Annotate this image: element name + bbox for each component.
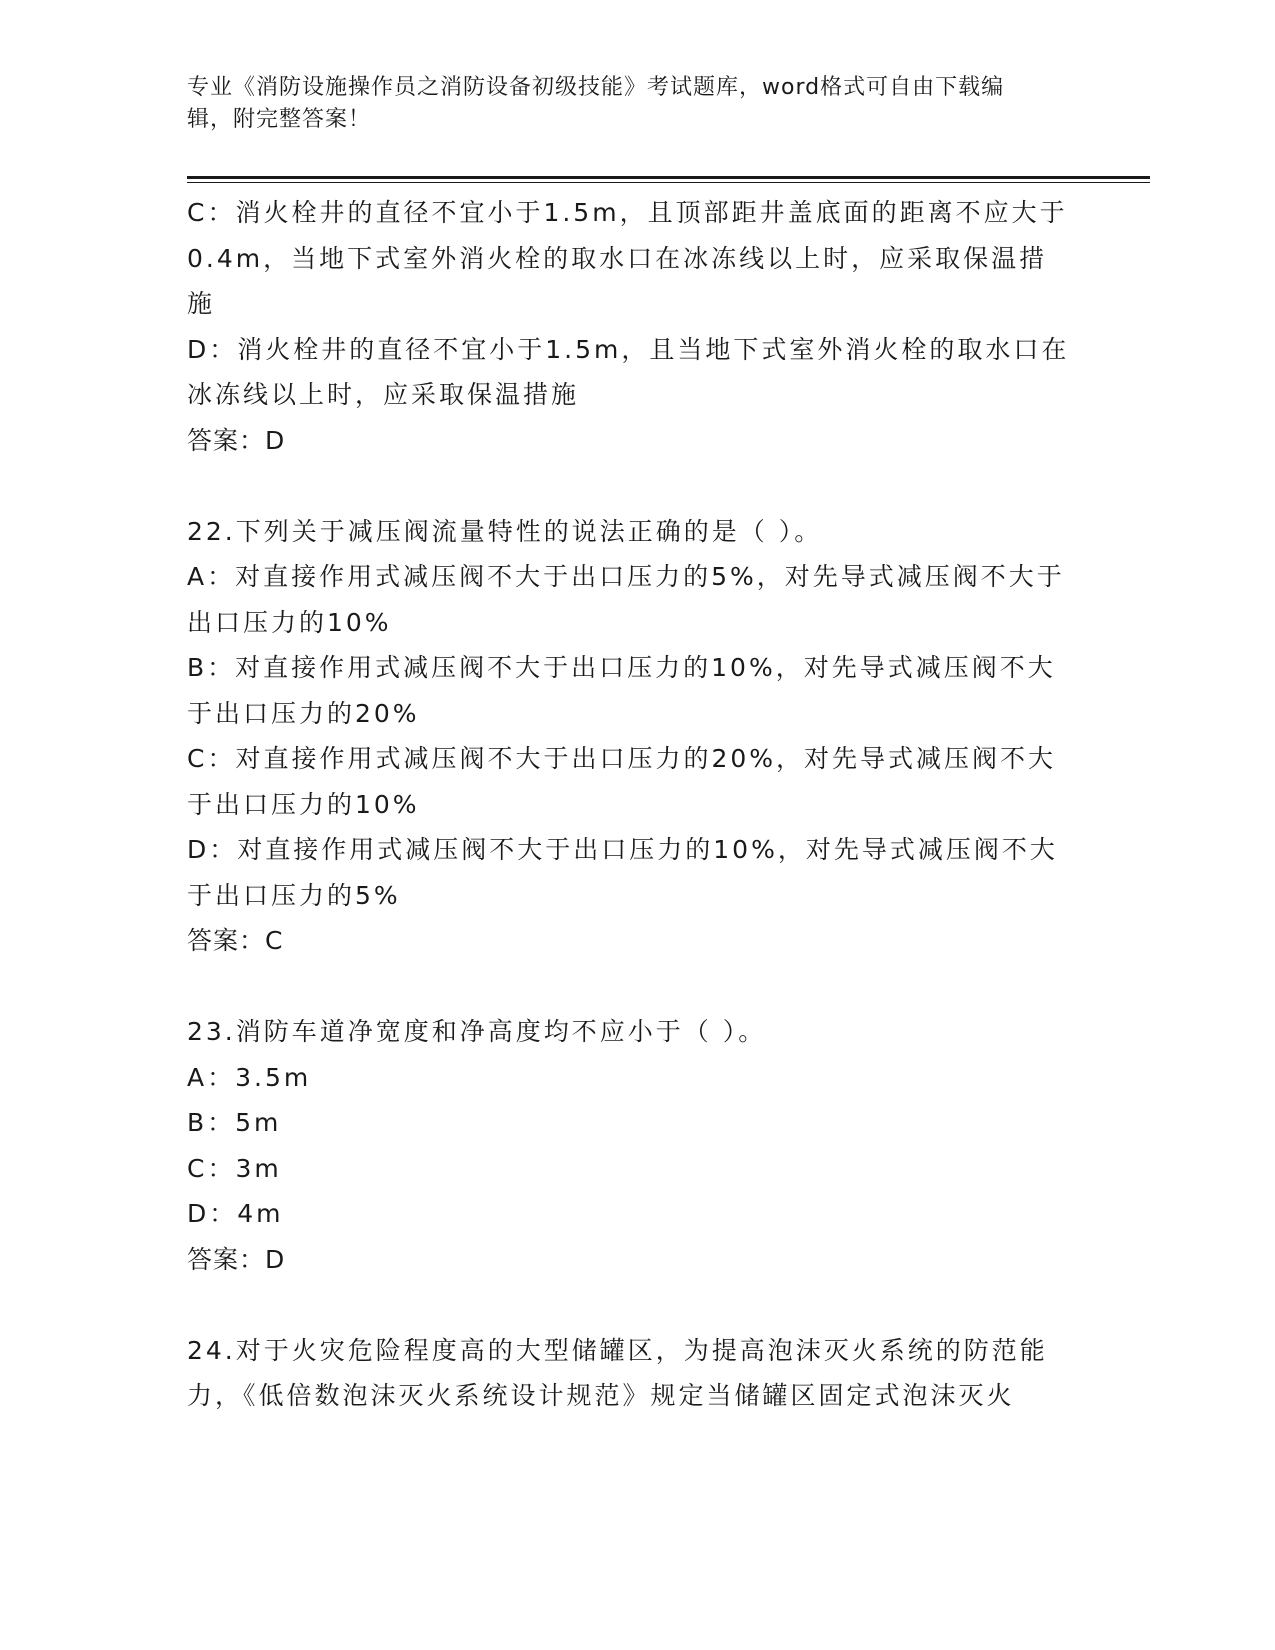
q22-option-c-line-1: C：对直接作用式减压阀不大于出口压力的20%，对先导式减压阀不大 <box>187 744 1057 773</box>
q22-option-b-line-1: B：对直接作用式减压阀不大于出口压力的10%，对先导式减压阀不大 <box>187 653 1056 682</box>
spacer <box>187 1282 1087 1328</box>
q24-question-line-1: 24.对于火灾危险程度高的大型储罐区，为提高泡沫灭火系统的防范能 <box>187 1335 1048 1365</box>
q22-option-b-line-2: 于出口压力的20% <box>187 698 420 728</box>
q23-option-c: C：3m <box>187 1153 282 1183</box>
header-line-1: 专业《消防设施操作员之消防设备初级技能》考试题库，word格式可自由下载编 <box>187 75 1005 100</box>
q22-option-d-line-1: D：对直接作用式减压阀不大于出口压力的10%，对先导式减压阀不大 <box>187 835 1058 864</box>
q21-option-c-line-3: 施 <box>187 289 216 318</box>
q22-option-a-line-1: A：对直接作用式减压阀不大于出口压力的5%，对先导式减压阀不大于 <box>187 562 1065 591</box>
q23-option-a: A：3.5m <box>187 1062 312 1092</box>
spacer <box>187 964 1087 1010</box>
header-divider-thick <box>187 176 1150 179</box>
q21-option-d-line-2: 冰冻线以上时，应采取保温措施 <box>187 380 580 409</box>
q23-option-d: D：4m <box>187 1199 284 1228</box>
document-header <box>187 72 1067 136</box>
q21-answer: 答案：D <box>187 425 286 455</box>
q22-answer: 答案：C <box>187 926 284 955</box>
q22-option-a-line-2: 出口压力的10% <box>187 607 392 637</box>
q23-answer: 答案：D <box>187 1244 286 1274</box>
header-divider-thin <box>187 182 1150 183</box>
q21-option-c-line-1: C：消火栓井的直径不宜小于1.5m，且顶部距井盖底面的距离不应大于 <box>187 198 1068 227</box>
q24-question-line-2: 力，《低倍数泡沫灭火系统设计规范》规定当储罐区固定式泡沫灭火 <box>187 1381 1015 1410</box>
header-line-2: 辑，附完整答案！ <box>187 107 372 132</box>
q22-option-d-line-2: 于出口压力的5% <box>187 880 401 910</box>
q23-question: 23.消防车道净宽度和净高度均不应小于（ ）。 <box>187 1017 767 1046</box>
q22-question: 22.下列关于减压阀流量特性的说法正确的是（ ）。 <box>187 516 823 546</box>
q21-option-d-line-1: D：消火栓井的直径不宜小于1.5m，且当地下式室外消火栓的取水口在 <box>187 334 1070 364</box>
question-content <box>187 190 1087 1419</box>
q23-option-b: B：5m <box>187 1108 282 1137</box>
q22-option-c-line-2: 于出口压力的10% <box>187 789 420 819</box>
spacer <box>187 463 1087 509</box>
q21-option-c-line-2: 0.4m，当地下式室外消火栓的取水口在冰冻线以上时，应采取保温措 <box>187 243 1048 273</box>
